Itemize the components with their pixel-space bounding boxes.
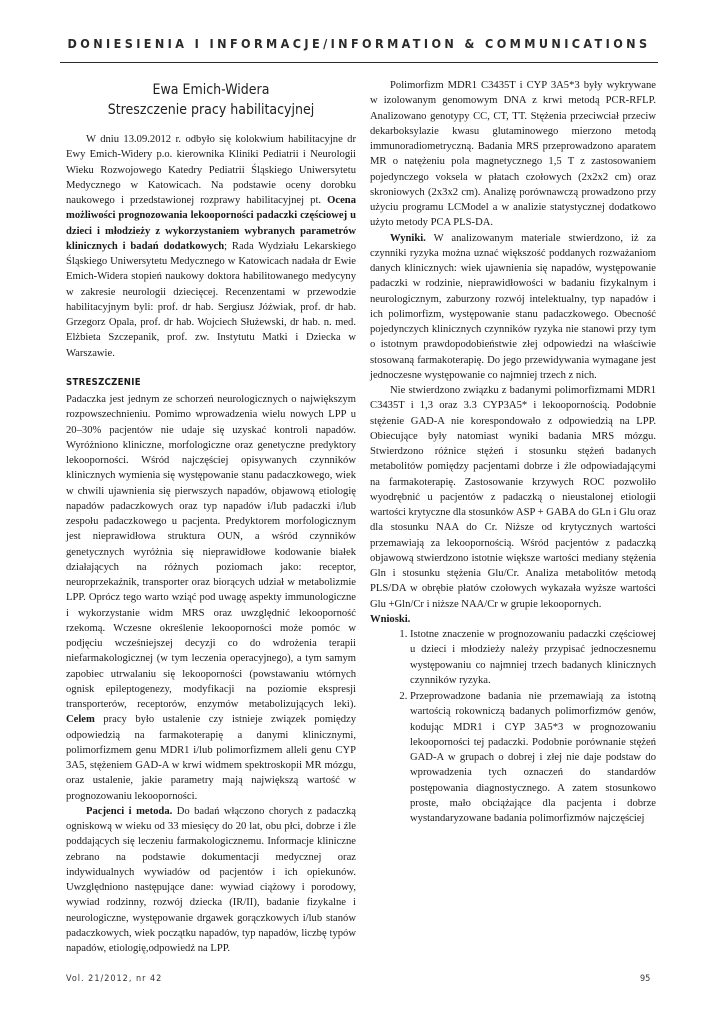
article-title: Streszczenie pracy habilitacyjnej [107, 102, 315, 118]
section-heading: STRESZCZENIE [66, 376, 141, 388]
article-title-block [66, 80, 356, 120]
footer-volume: Vol. 21/2012, nr 42 [66, 974, 163, 984]
conclusion-item: 1. Istotne znaczenie w prognozowaniu padaczki częściowej u dzieci i młodzieży należy przypisać jednoczesnemu występowaniu co najmniej trzech badanych klinicznych czynników ryzyka. [410, 627, 656, 688]
conclusions-list [370, 627, 656, 826]
page-number: 95 [640, 974, 651, 984]
results-text: W analizowanym materiale stwierdzono, iż za czynniki ryzyka można uznać większość poddanych rozważaniom danych klinicznych: wiek ujawnienia się napadów, występowanie padaczki w rodzinie, nieprawidłowości w badaniu fizykalnym i neurologicznym, zaburzony rozwój intelektualny, typ napadów i ich polimorfizm, występowanie stanu padaczkowego. Obecność pojedynczych klinicznych czynników ryzyka nie stanowi przy tym o istotnym prawdopodobieństwie złej odpowiedzi na właściwie stosowaną farmakoterapię. Do jego przewidywania wymagane jest jednoczesne występowanie co najmniej trzech z nich. [370, 232, 656, 381]
summary-text-end: pracy było ustalenie czy istnieje związek pomiędzy odpowiedzią na farmakoterapię a danymi klinicznymi, polimorfizmem genu MDR1 i/lub polimorfizmem alleli genu CYP 3A5, stężeniem GAD-A w krwi widmem spektroskopii MR mózgu, oraz ustalenie, jakie parametry mają największą wartość w prognozowaniu lekooporności. [66, 714, 356, 802]
summary-paragraph [66, 392, 356, 804]
summary-text-start: Padaczka jest jednym ze schorzeń neurologicznych o największym rozpowszechnieniu. Pomimo wprowadzenia wielu nowych LPP u 20–30% pacjentów nie udaje się uzyskać kontroli napadów. Wyróżniono kliniczne, morfologiczne oraz genetyczne predyktory lekooporności. Wśród najczęściej opisywanych czynników klinicznych wymienia się występowanie stanu padaczkowego, wiek w chwili ujawnienia się pierwszych napadów, objawową etiologię napadów padaczkowych oraz typ napadów i/lub padaczki i/lub zespołu padaczkowego u pacjenta. Predyktorem morfologicznym jest nieprawidłowa struktura OUN, a wśród czynników genetycznych wyróżnia się nieprawidłowe kodowanie białek działających na różnych poziomach jako: receptor, neuroprzekaźnik, transporter oraz biorących udział w metabolizmie LPP. Oprócz tego warto wziąć pod uwagę aspekty immunologiczne i wykorzystanie widm MRS oraz uwzględnić lekooporność rzekomą. Wczesne określenie lekooporności może pomóc w podjęciu wcześniejszej decyzji co do wdrożenia terapii niefarmakologicznej (w tym leczenia operacyjnego), a tym samym zapobiec utrwalaniu się lekooporności (powstawaniu wtórnych ognisk epileptogenezy, modyfikacji na poziomie ekspresji transporterów, receptorów, enzymów metabolizujących leki). [66, 394, 356, 710]
patients-label: Pacjenci i metoda. [86, 805, 173, 817]
dissertation-title: Ocena możliwości prognozowania lekooporności padaczki częściowej u dzieci i młodzieży z wykorzystaniem wybranych parametrów klinicznych i badań dodatkowych [66, 195, 356, 252]
left-column [66, 78, 356, 956]
results-paragraph [370, 231, 656, 384]
conclusion-item: 2. Przeprowadzone badania nie przemawiają za istotną wartością rokowniczą badanych polimorfizmów genów, kodując MDR1 i CYP 3A5*3 w prognozowaniu lekooporności tej padaczki. Podobnie porównanie stężeń GAD-A w grupach o dobrej i złej nie daje podstaw do wprowadzenia tych oznaczeń do standardów postępowania diagnostycznego. A zatem stosunkowo proste, mało obciążające dla pacjenta i dobrze wystandaryzowane badania polimorfizmów najczęściej [410, 689, 656, 826]
conclusions-label: Wnioski. [370, 613, 411, 625]
polymorphism-paragraph: Polimorfizm MDR1 C3435T i CYP 3A5*3 były wykrywane w izolowanym genomowym DNA z krwi metodą PCR-RFLP. Analizowano genotypy CC, CT, TT. Stężenia przeciwciał przeciw dekarboksylazie kwasu glutaminowego mierzono metodą immunoradiometryczną. Badania MRS przeprowadzono aparatem MR o natężeniu pola magnetycznego 1,5 T z zastosowaniem pojedynczego voksela w płatach czołowych (2x2x2 cm) oraz skroniowych (2x3x2 cm). Analizę porównawczą prowadzono przy użyciu programu LCModel a w analizie statystycznej dodatkowo użyto metody PCA PLS-DA. [370, 80, 656, 229]
intro-text-end: ; Rada Wydziału Lekarskiego Śląskiego Uniwersytetu Medycznego w Katowicach nadała dr Ewie Emich-Widera stopień naukowy doktora habilitowanego medycyny w zakresie neurologii dziecięcej. Recenzentami w przewodzie habilitacyjnym byli: prof. dr hab. Sergiusz Jóźwiak, prof. dr hab. Grzegorz Opala, prof. dr hab. Wojciech Służewski, dr hab. n. med. Elżbieta Szczepanik, prof. zw. Instytutu Matki i Dziecka w Warszawie. [66, 240, 356, 359]
no-relation-paragraph: Nie stwierdzono związku z badanymi polimorfizmami MDR1 C3435T i 1,3 oraz 3.3 CYP3A5* i lekoopornością. Podobnie stężenie GAD-A nie korespondowało z odpowiedzią na LPP. Obiecujące były natomiast wyniki badania MRS mózgu. Stwierdzono różnice stężeń i stosunku stężeń badanych metabolitów pomiędzy pacjentami dobrze i źle odpowiadającymi na farmakoterapię. Zastosowanie krzywych ROC pozwoliło wyodrębnić u pacjentów z padaczką o nieustalonej etiologii wartości krytyczne dla stosunków ASP + GABA do GLn i Glu oraz dla stosunku NAA do Cr. Niższe od krytycznych wartości przemawiają za lekoopornością. Wśród pacjentów z padaczką objawową stwierdzono istotnie większe wartości mediany stężenia Gln i stosunku stężenia Glu/Cr. Analiza metabolitów metodą PLS/DA w obrębie płatów czołowych wykazała wyższe wartości Glu +Gln/Cr i niższe NAA/Cr w grupie lekoopornych. [370, 385, 656, 610]
header-divider [60, 62, 658, 63]
patients-paragraph [66, 804, 356, 957]
intro-text-start: W dniu 13.09.2012 r. odbyło się kolokwium habilitacyjne dr Ewy Emich-Widery p.o. kierownika Kliniki Pediatrii i Neurologii Wieku Rozwojowego Katedry Pediatrii Śląskiego Uniwersytetu Medycznego w Katowicach. Na podstawie oceny dorobku naukowego i przedstawionej rozprawy habilitacyjnej pt. [66, 134, 356, 206]
intro-paragraph [66, 132, 356, 361]
results-label: Wyniki. [390, 232, 426, 244]
author-name: Ewa Emich-Widera [152, 82, 270, 98]
journal-section-header: DONIESIENIA I INFORMACJE/INFORMATION & COMMUNICATIONS [67, 36, 651, 51]
right-column [370, 78, 656, 827]
aim-label: Celem [66, 714, 95, 726]
patients-text: Do badań włączono chorych z padaczką ogniskową w wieku od 33 miesięcy do 20 lat, obu płci, dobrze i źle poddających się leczeniu farmakologicznemu. Informacje kliniczne zebrano na podstawie dokumentacji medycznej oraz indywidualnych wywiadów od pacjentów i ich opiekunów. Uwzględniono następujące dane: wywiad ciążowy i porodowy, wywiad rodzinny, rozwój dziecka (IR/II), badanie fizykalne i neurologiczne, występowanie drgawek gorączkowych i/lub stanów padaczkowych, wiek początku napadów, typ napadów, liczbę typów napadów, etiologię,odpowiedź na LPP. [66, 805, 356, 954]
